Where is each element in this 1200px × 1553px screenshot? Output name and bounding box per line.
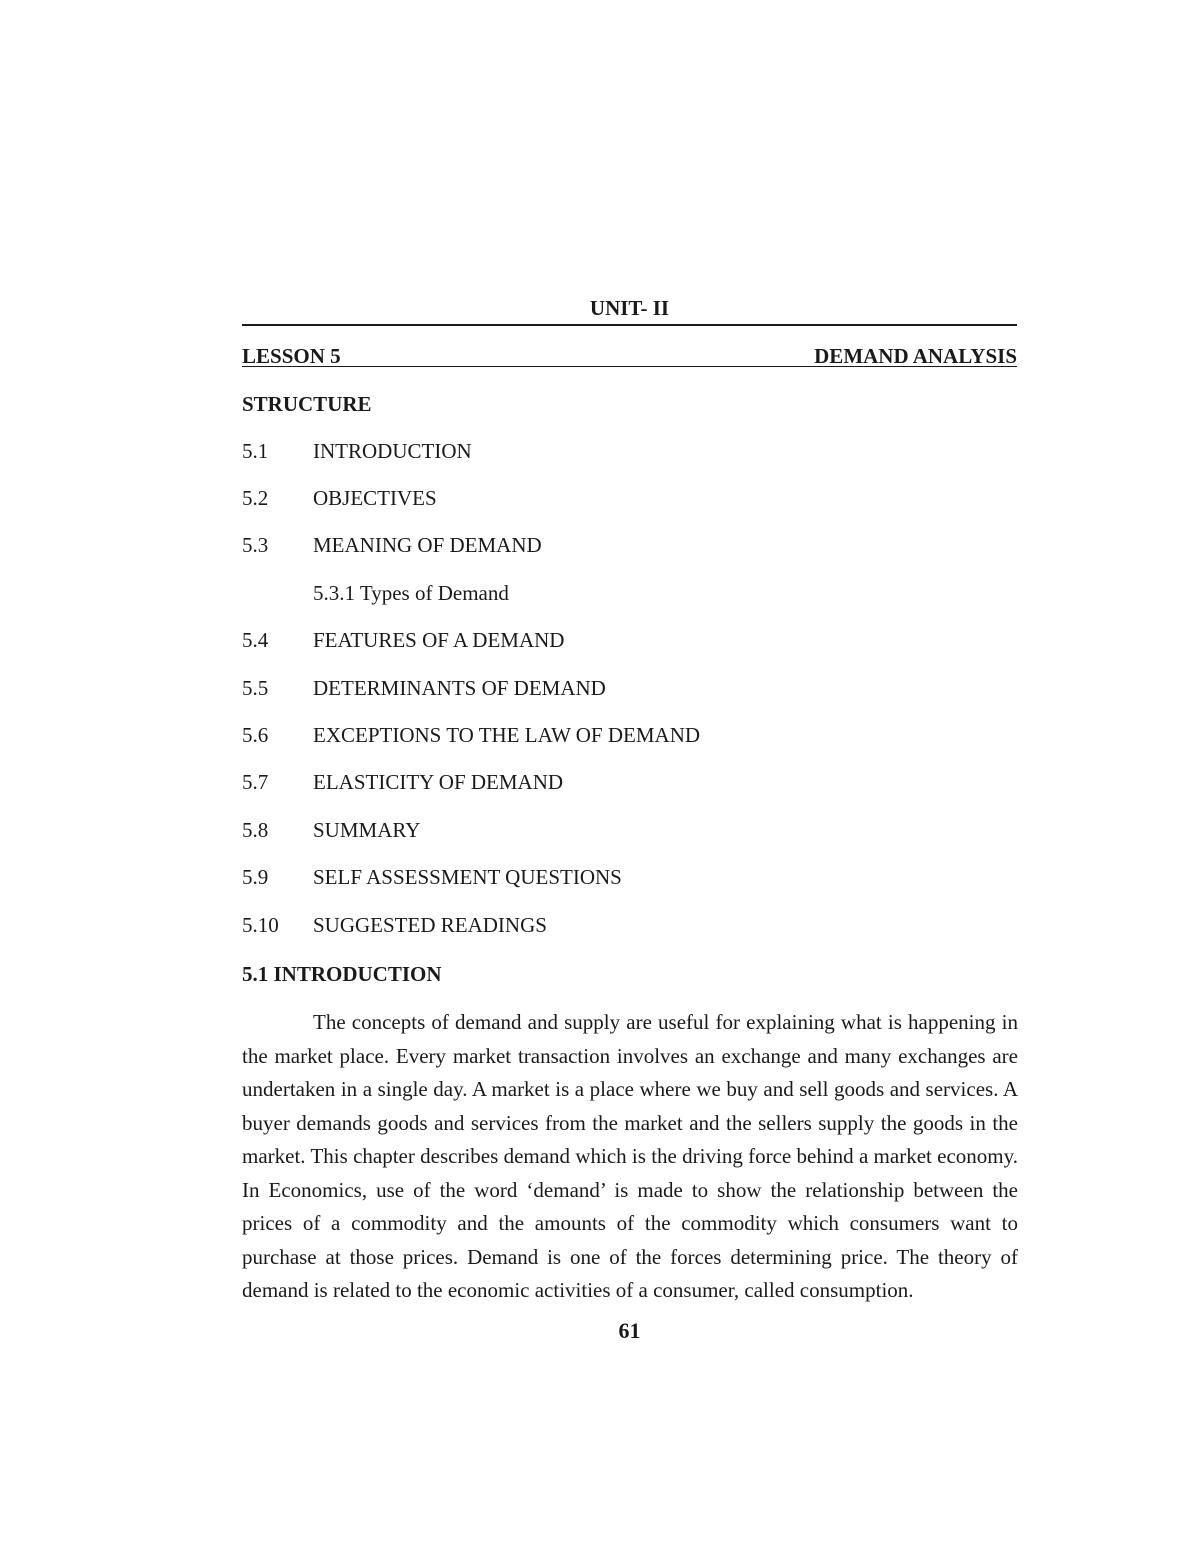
toc-item-number: 5.4 bbox=[242, 628, 269, 652]
toc-item-label: 5.3.1 Types of Demand bbox=[313, 581, 509, 605]
toc-item-number: 5.6 bbox=[242, 723, 269, 747]
toc-item-label: SELF ASSESSMENT QUESTIONS bbox=[313, 865, 622, 889]
toc-item-number: 5.7 bbox=[242, 770, 269, 794]
header-rule-bottom bbox=[242, 366, 1017, 367]
toc-item-label: FEATURES OF A DEMAND bbox=[313, 628, 565, 652]
toc-item-label: SUMMARY bbox=[313, 818, 421, 842]
toc-item-number: 5.3 bbox=[242, 533, 269, 557]
structure-heading: STRUCTURE bbox=[242, 392, 372, 416]
header-rule-top bbox=[242, 324, 1017, 326]
toc-item-label: OBJECTIVES bbox=[313, 486, 437, 510]
toc-item-number: 5.9 bbox=[242, 865, 269, 889]
toc-item-number: 5.1 bbox=[242, 439, 269, 463]
toc-item-number: 5.2 bbox=[242, 486, 269, 510]
page-number: 61 bbox=[618, 1318, 641, 1343]
toc-item-label: MEANING OF DEMAND bbox=[313, 533, 542, 557]
introduction-heading: 5.1 INTRODUCTION bbox=[242, 962, 442, 986]
introduction-paragraph: The concepts of demand and supply are useful for explaining what is happening in the market place. Every market transaction involves an exchange and many exchanges are undertaken in a single day. A market is a place where we buy and sell goods and services. A buyer demands goods and services from the market and the sellers supply the goods in the market. This chapter describes demand which is the driving force behind a market economy. In Economics, use of the word ‘demand’ is made to show the relationship between the prices of a commodity and the amounts of the commodity which consumers want to purchase at those prices. Demand is one of the forces determining price. The theory of demand is related to the economic activities of a consumer, called consumption. bbox=[242, 1010, 1018, 1302]
toc-item-label: DETERMINANTS OF DEMAND bbox=[313, 676, 606, 700]
toc-item-number: 5.5 bbox=[242, 676, 269, 700]
toc-item-number: 5.10 bbox=[242, 913, 279, 937]
lesson-header bbox=[242, 344, 1017, 368]
toc-item-label: EXCEPTIONS TO THE LAW OF DEMAND bbox=[313, 723, 701, 747]
toc-item-label: ELASTICITY OF DEMAND bbox=[313, 770, 564, 794]
toc-item-label: SUGGESTED READINGS bbox=[313, 913, 547, 937]
toc-item-label: INTRODUCTION bbox=[313, 439, 472, 463]
toc-item-number: 5.8 bbox=[242, 818, 269, 842]
lesson-title: DEMAND ANALYSIS bbox=[814, 344, 1017, 368]
unit-title: UNIT- II bbox=[589, 296, 670, 320]
lesson-label: LESSON 5 bbox=[242, 344, 341, 368]
